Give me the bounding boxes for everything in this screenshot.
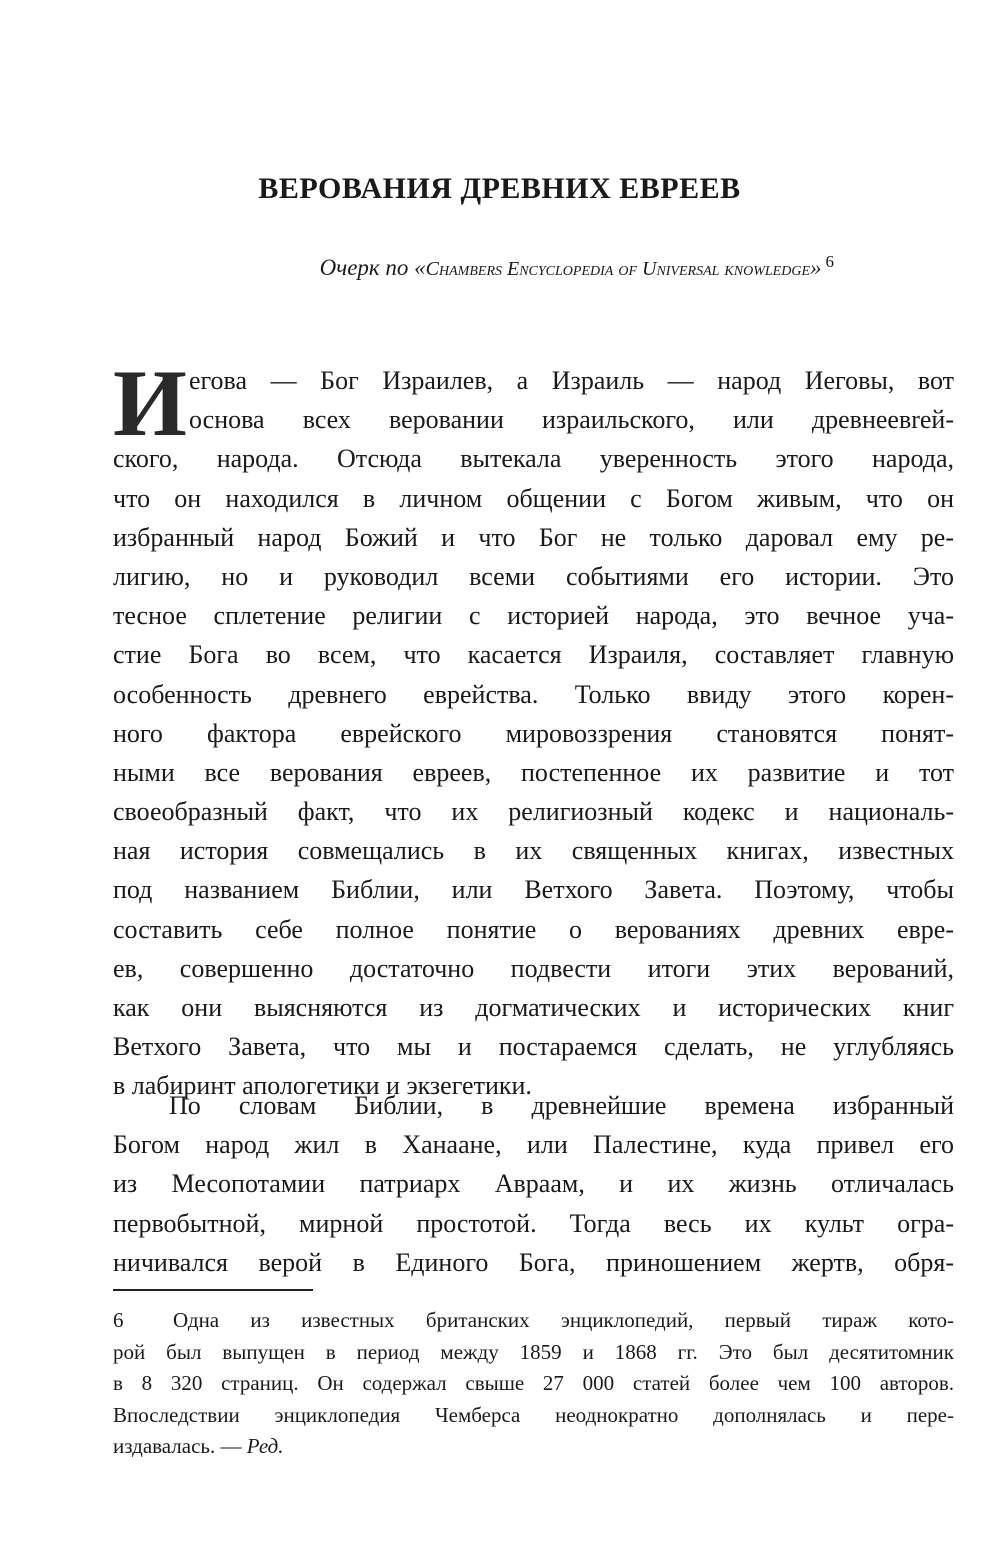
text-line: лигию, но и руководил всеми событиями его истории. Это [113, 561, 954, 591]
footnote-text: Одна из известных британских энциклопедий, первый тираж кото- [173, 1308, 954, 1332]
text-line: что он находился в личном общении с Богом живым, что он [113, 483, 954, 513]
text-line: из Месопотамии патриарх Авраам, и их жизнь отличалась [113, 1169, 954, 1199]
text-line: тесное сплетение религии с историей народа, это вечное уча- [113, 601, 954, 631]
footnote-line: рой был выпущен в период между 1859 и 1868 гг. Это был десятитомник [113, 1339, 954, 1364]
text-line: По словам Библии, в древнейшие времена избранный [169, 1091, 954, 1120]
text-line: особенность древнего еврейства. Только ввиду этого корен- [113, 679, 954, 709]
text-line: ев, совершенно достаточно подвести итоги этих верований, [113, 953, 954, 983]
paragraph-1 [113, 361, 954, 1106]
text-line: Богом народ жил в Ханаане, или Палестине, куда привел его [113, 1130, 954, 1160]
footnote-editor-mark: Ред. [246, 1434, 284, 1458]
text-line: первобытной, мирной простотой. Тогда весь их культ огра- [113, 1208, 954, 1238]
text-line: ничивался верой в Единого Бога, приношением жертв, обря- [113, 1247, 954, 1277]
footnote-line [113, 1305, 954, 1337]
text-line: как они выясняются из догматических и исторических книг [113, 993, 954, 1022]
text-line: егова — Бог Израилев, а Израиль — народ Иеговы, вот [189, 366, 954, 395]
text-line: Ветхого Завета, что мы и постараемся сделать, не углубляясь [113, 1032, 954, 1062]
paragraph-2 [113, 1086, 954, 1282]
text-line: ная история совмещались в их священных книгах, известных [113, 836, 954, 866]
subtitle-source: Chambers Encyclopedia of Universal knowledge [425, 258, 810, 280]
footnote-number: 6 [113, 1308, 124, 1332]
drop-cap: И [113, 350, 187, 456]
text-line: стие Бога во всем, что касается Израиля, составляет главную [113, 640, 954, 670]
text-line: своеобразный факт, что их религиозный кодекс и националь- [113, 797, 954, 827]
text-line: ского, народа. Отсюда вытекала уверенность этого народа, [113, 444, 954, 474]
text-line: составить себе полное понятие о верованиях древних евре- [113, 914, 954, 944]
footnote [113, 1305, 954, 1463]
text-line: избранный народ Божий и что Бог не только даровал ему ре- [113, 522, 954, 552]
footnote-line: в 8 320 страниц. Он содержал свыше 27 000 статей более чем 100 авторов. [113, 1371, 954, 1395]
footnote-reference: 6 [825, 252, 834, 271]
chapter-title: ВЕРОВАНИЯ ДРЕВНИХ ЕВРЕЕВ [258, 172, 741, 205]
footnote-text: издавалась. — [113, 1434, 247, 1458]
subtitle-prefix: Очерк по « [319, 255, 426, 280]
text-line: в лабиринт апологетики и экзегетики. [113, 1071, 532, 1101]
text-line: под названием Библии, или Ветхого Завета. Поэтому, чтобы [113, 875, 954, 905]
subtitle-suffix: » [810, 255, 822, 280]
chapter-subtitle [320, 252, 834, 281]
text-line: основа всех веровании израильского, или древнеевrей- [189, 405, 954, 435]
text-line: ными все верования евреев, постепенное их развитие и тот [113, 757, 954, 787]
footnote-line: Впоследствии энциклопедия Чемберса неоднократно дополнялась и пере- [113, 1402, 954, 1427]
text-line: ного фактора еврейского мировоззрения становятся понят- [113, 718, 954, 748]
footnote-separator [113, 1289, 313, 1291]
footnote-line [113, 1431, 954, 1463]
